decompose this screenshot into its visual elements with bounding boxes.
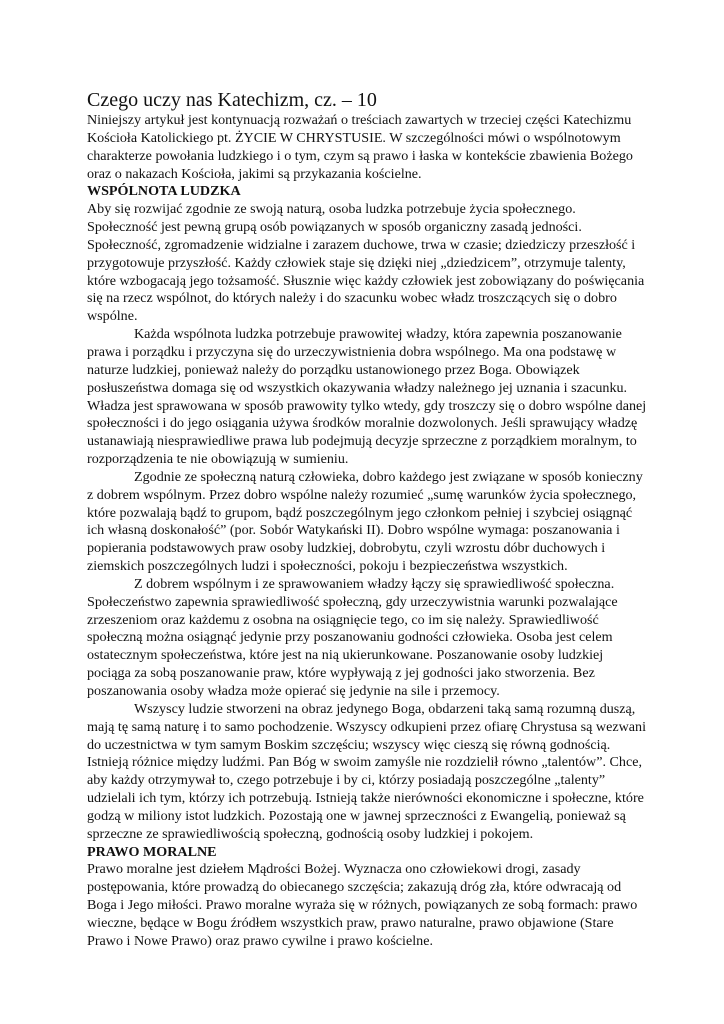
- section1-paragraph-2: Każda wspólnota ludzka potrzebuje prawowitej władzy, która zapewnia poszanowanie prawa i porządku i przyczyna się do urzeczywistnienia dobra wspólnego. Ma ona podstawę w naturze ludzkiej, ponieważ należy do porządku ustanowionego przez Boga. Obowiązek posłuszeństwa domaga się od wszystkich okazywania władzy należnego jej uznania i szacunku. Władza jest sprawowana w sposób prawowity tylko wtedy, gdy troszczy się o dobro wspólne danej społeczności i do jego osiągania używa środków moralnie dozwolonych. Jeśli sprawujący władzę ustanawiają niesprawiedliwe prawa lub podejmują decyzje sprzeczne z porządkiem moralnym, to rozporządzenia te nie obowiązują w sumieniu.: [87, 326, 647, 468]
- document-page: [87, 88, 647, 951]
- document-title: Czego uczy nas Katechizm, cz. – 10: [87, 89, 377, 111]
- section1-paragraph-1: Aby się rozwijać zgodnie ze swoją naturą, osoba ludzka potrzebuje życia społecznego. Społeczność jest pewną grupą osób powiązanych w sposób organiczny zasadą jedności. Społeczność, zgromadzenie widzialne i zarazem duchowe, trwa w czasie; dziedziczy przeszłość i przygotowuje przyszłość. Każdy człowiek staje się dzięki niej „dziedzicem”, otrzymuje talenty, które wzbogacają jego tożsamość. Słusznie więc każdy człowiek jest zobowiązany do poświęcania się na rzecz wspólnot, do których należy i do szacunku wobec władz troszczących się o dobro wspólne.: [87, 201, 645, 325]
- section-heading-wspolnota: WSPÓLNOTA LUDZKA: [87, 183, 241, 200]
- section1-paragraph-3: Zgodnie ze społeczną naturą człowieka, dobro każdego jest związane w sposób konieczny z dobrem wspólnym. Przez dobro wspólne należy rozumieć „sumę warunków życia społecznego, które pozwalają bądź to grupom, bądź poszczególnym jego członkom pełniej i szybciej osiągnąć ich własną doskonałość” (por. Sobór Watykański II). Dobro wspólne wymaga: poszanowania i popierania podstawowych praw osoby ludzkiej, dobrobytu, czyli wzrostu dóbr duchowych i ziemskich poszczególnych ludzi i społeczności, pokoju i bezpieczeństwa wszystkich.: [87, 468, 643, 575]
- section2-paragraph-1: Prawo moralne jest dziełem Mądrości Bożej. Wyznacza ono człowiekowi drogi, zasady postępowania, które prowadzą do obiecanego szczęścia; zakazują dróg zła, które odwracają od Boga i Jego miłości. Prawo moralne wyraża się w różnych, powiązanych ze sobą formach: prawo wieczne, będące w Bogu źródłem wszystkich praw, prawo naturalne, prawo objawione (Stare Prawo i Nowe Prawo) oraz prawo cywilne i prawo kościelne.: [87, 861, 638, 949]
- intro-paragraph: Niniejszy artykuł jest kontynuacją rozważań o treściach zawartych w trzeciej części Katechizmu Kościoła Katolickiego pt. ŻYCIE W CHRYSTUSIE. W szczególności mówi o wspólnotowym charakterze powołania ludzkiego i o tym, czym są prawo i łaska w kontekście zbawienia Bożego oraz o nakazach Kościoła, jakimi są przykazania kościelne.: [87, 112, 633, 182]
- section1-paragraph-5: Wszyscy ludzie stworzeni na obraz jedynego Boga, obdarzeni taką samą rozumną duszą, mają tę samą naturę i to samo pochodzenie. Wszyscy odkupieni przez ofiarę Chrystusa są wezwani do uczestnictwa w tym samym Boskim szczęściu; wszyscy więc cieszą się równą godnością. Istnieją różnice między ludźmi. Pan Bóg w swoim zamyśle nie rozdzielił równo „talentów”. Chce, aby każdy otrzymywał to, czego potrzebuje i by ci, którzy posiadają poszczególne „talenty” udzielali ich tym, którzy ich potrzebują. Istnieją także nierówności ekonomiczne i społeczne, które godzą w miliony istot ludzkich. Pozostają one w jawnej sprzeczności z Ewangelią, ponieważ są sprzeczne ze sprawiedliwością społeczną, godnością osoby ludzkiej i pokojem.: [87, 700, 646, 842]
- section-heading-prawo: PRAWO MORALNE: [87, 843, 217, 860]
- section1-paragraph-4: Z dobrem wspólnym i ze sprawowaniem władzy łączy się sprawiedliwość społeczna. Społeczeństwo zapewnia sprawiedliwość społeczną, gdy urzeczywistnia warunki pozwalające zrzeszeniom oraz każdemu z osobna na osiągnięcie tego, co im się należy. Sprawiedliwość społeczną można osiągnąć jedynie przy poszanowaniu godności człowieka. Osoba jest celem ostatecznym społeczeństwa, które jest na nią ukierunkowane. Poszanowanie osoby ludzkiej pociąga za sobą poszanowanie praw, które wypływają z jej godności jako stworzenia. Bez poszanowania osoby władza może opierać się jedynie na sile i przemocy.: [87, 575, 618, 699]
